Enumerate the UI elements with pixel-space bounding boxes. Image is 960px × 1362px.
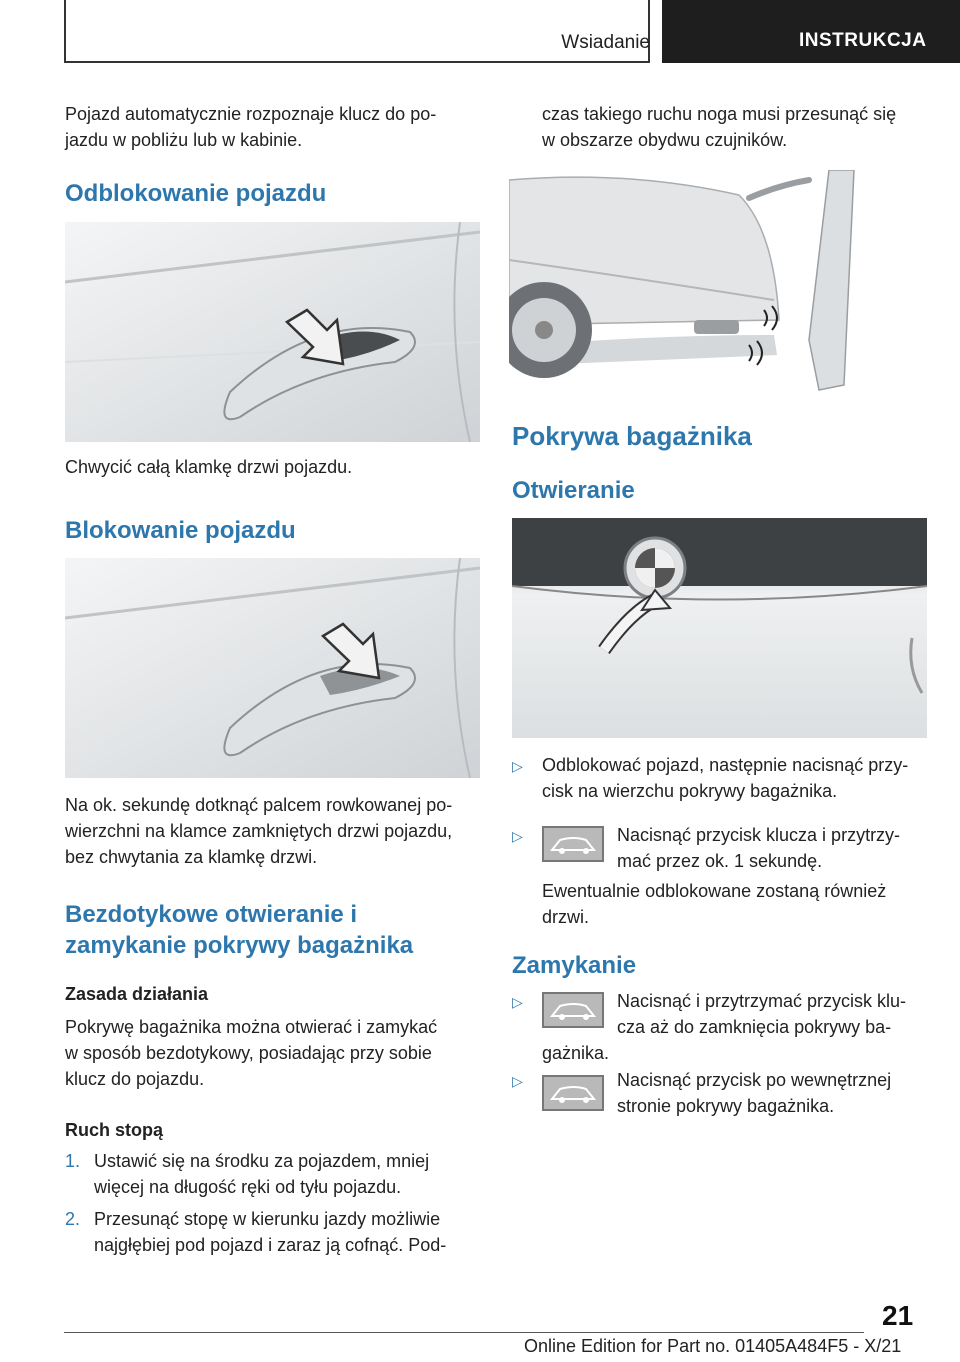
lock-line-2: wierzchni na klamce zamkniętych drzwi pojazdu,	[65, 821, 453, 841]
trunk-inside-button-icon	[542, 1075, 604, 1111]
principle-heading: Zasada działania	[65, 984, 209, 1004]
step-1-number: 1.	[65, 1151, 81, 1171]
step-1-line-2: więcej na długość ręki od tyłu pojazdu.	[94, 1177, 402, 1197]
close-inside-text	[617, 1067, 891, 1119]
step-2-line-2: najgłębiej pod pojazd i zaraz ją cofnąć. Pod-	[94, 1235, 447, 1255]
close-inside-line-2: stronie pokrywy bagażnika.	[617, 1096, 835, 1116]
lock-line-3: bez chwytania za klamkę drzwi.	[65, 847, 318, 867]
principle-line-1: Pokrywę bagażnika można otwierać i zamykać	[65, 1017, 438, 1037]
page-number: 21	[882, 1300, 914, 1331]
lock-line-1: Na ok. sekundę dotknąć palcem rowkowanej po-	[65, 795, 453, 815]
close-key-line-2: cza aż do zamknięcia pokrywy ba-	[617, 1017, 892, 1037]
step-2	[65, 1206, 485, 1258]
unlock-caption: Chwycić całą klamkę drzwi pojazdu.	[65, 457, 353, 477]
door-handle-grab-image	[65, 222, 480, 442]
lock-text	[65, 792, 452, 870]
continued-text	[542, 101, 896, 153]
open-heading: Otwieranie	[512, 477, 635, 504]
continued-line-2: w obszarze obydwu czujników.	[542, 130, 788, 150]
lock-heading: Blokowanie pojazdu	[65, 517, 296, 544]
trunk-key-button-icon	[542, 826, 604, 862]
principle-text	[65, 1014, 437, 1092]
close-heading: Zamykanie	[512, 952, 637, 979]
open-key-bullet-marker: ▷	[512, 828, 523, 844]
trunk-heading: Pokrywa bagażnika	[512, 421, 752, 451]
touchless-heading	[65, 899, 413, 961]
close-key-tail: gażnika.	[542, 1043, 610, 1063]
header-tab-label: INSTRUKCJA	[799, 30, 927, 51]
close-key-bullet-marker: ▷	[512, 994, 523, 1010]
close-key-text	[617, 988, 906, 1040]
open-note-line-1: Ewentualnie odblokowane zostaną również	[542, 881, 887, 901]
touchless-heading-line-1: Bezdotykowe otwieranie i	[65, 901, 358, 928]
open-bullet-line-2: cisk na wierzchu pokrywy bagażnika.	[542, 781, 838, 801]
step-1	[65, 1148, 485, 1200]
trunk-key-button-icon-close	[542, 992, 604, 1028]
header-section-title: Wsiadanie	[561, 32, 650, 53]
foot-heading: Ruch stopą	[65, 1120, 164, 1140]
open-key-line-1: Nacisnąć przycisk klucza i przytrzy-	[617, 825, 901, 845]
open-note-line-2: drzwi.	[542, 907, 590, 927]
open-bullet-line-1: Odblokować pojazd, następnie nacisnąć przy-	[542, 755, 909, 775]
open-key-text	[617, 822, 900, 874]
door-handle-touch-image	[65, 558, 480, 778]
header-tab	[662, 0, 960, 63]
unlock-heading: Odblokowanie pojazdu	[65, 180, 327, 207]
intro-text	[65, 101, 436, 153]
intro-line-2: jazdu w pobliżu lub w kabinie.	[65, 130, 303, 150]
open-bullet-marker: ▷	[512, 758, 523, 774]
touchless-heading-line-2: zamykanie pokrywy bagażnika	[65, 932, 414, 959]
principle-line-3: klucz do pojazdu.	[65, 1069, 205, 1089]
foot-sensor-image	[509, 170, 863, 392]
footer-divider	[64, 1332, 864, 1333]
open-bullet-text	[542, 752, 908, 804]
footer-edition: Online Edition for Part no. 01405A484F5 - X/21	[524, 1336, 902, 1356]
step-2-number: 2.	[65, 1209, 81, 1229]
open-key-line-2: mać przez ok. 1 sekundę.	[617, 851, 823, 871]
open-note	[542, 878, 886, 930]
principle-line-2: w sposób bezdotykowy, posiadając przy sobie	[65, 1043, 432, 1063]
step-1-line-1: Ustawić się na środku za pojazdem, mniej	[94, 1151, 430, 1171]
close-key-line-1: Nacisnąć i przytrzymać przycisk klu-	[617, 991, 907, 1011]
close-inside-bullet-marker: ▷	[512, 1073, 523, 1089]
intro-line-1: Pojazd automatycznie rozpoznaje klucz do po-	[65, 104, 437, 124]
close-inside-line-1: Nacisnąć przycisk po wewnętrznej	[617, 1070, 892, 1090]
trunk-button-image	[512, 518, 927, 738]
continued-line-1: czas takiego ruchu noga musi przesunąć się	[542, 104, 897, 124]
step-2-line-1: Przesunąć stopę w kierunku jazdy możliwie	[94, 1209, 441, 1229]
